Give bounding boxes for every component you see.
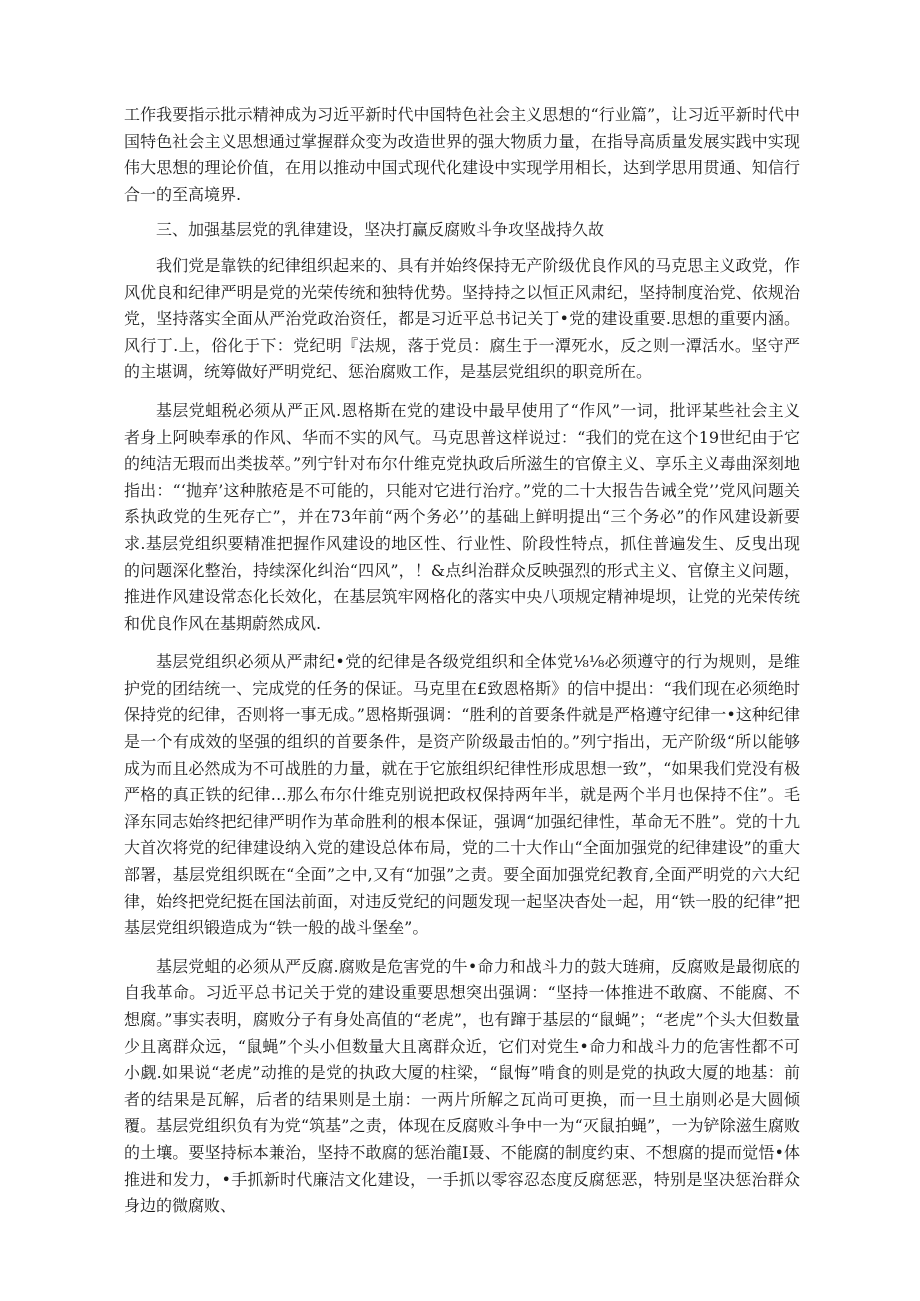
paragraph-continuation: 工作我要指示批示精神成为习近平新时代中国特色社会主义思想的“行业篇”，让习近平新时代中国特色社会主义思想通过掌握群众变为改造世界的强大物质力量，在指导高质量发展实践中实现伟大思想的理论价值，在用以推动中国式现代化建设中实现学用相长，达到学思用贯通、知信行合一的至高境界. bbox=[124, 105, 800, 204]
paragraph-strict-discipline: 基层党组织必须从严肃纪•党的纪律是各级党组织和全体党⅛⅛必须遵守的行为规则，是维护党的团结统一、完成党的任务的保证。马克里在£致恩格斯》的信中提出：“我们现在必须绝时保持党的纪律，否则将一事无成。”恩格斯强调：“胜利的首要条件就是严格遵守纪律一•这种纪律是一个有成效的坚强的组织的首要条件，是资产阶级最击怕的。”列宁指出，无产阶级“所以能够成为而且必然成为不可战胜的力量，就在于它旅组织纪律性形成思想一致”，“如果我们党没有极严格的真正铁的纪律…那么布尔什维克别说把政权保持两年半，就是两个半月也保持不住”。毛泽东同志始终把纪律严明作为革命胜利的根本保证，强调“加强纪律性，革命无不胜”。党的十九大首次将党的纪律建设纳入党的建设总体布局，党的二十大作山“全面加强党的纪律建设”的重大部署，基层党组织既在“全面”之中,又有“加强”之责。要全面加强党纪教育,全面严明党的六大纪律，始终把党纪挺在国法前面，对违反党纪的问题发现一起坚决杳处一起，用“铁一股的纪律”把基层党组织锻造成为“铁一般的战斗堡垒”。 bbox=[124, 652, 800, 938]
paragraph-gap bbox=[124, 386, 800, 398]
paragraph-gap bbox=[124, 942, 800, 954]
document-body bbox=[124, 102, 800, 1220]
paragraph-anti-corruption: 基层党蛆的必须从严反腐.腐败是危害党的牛•命力和战斗力的鼓大琏痈，反腐败是最彻底的自我革命。习近平总书记关于党的建设重要思想突出强调：“坚持一体推进不敢腐、不能腐、不想腐。”事实表明，腐败分子有身处高值的“老虎”，也有蹿于基层的“鼠蝇”；“老虎”个头大但数量少且离群众远，“鼠蝇”个头小但数量大且离群众近，它们对党生•命力和战斗力的危害性都不可小觑.如果说“老虎”动推的是党的执政大厦的柱梁，“鼠悔”啃食的则是党的执政大厦的地基：前者的结果是瓦解，后者的结果则是土崩：一两片所解之瓦尚可更换，而一旦土崩则必是大圆倾覆。基层党组织负有为党“筑基”之责，体现在反腐败斗争中一为“灭鼠拍蝇”，一为铲除滋生腐败的土壤。要坚持标本兼治，坚持不敢腐的惩治龍Ι聂、不能腐的制度约束、不想腐的提而觉悟•体推进和发力，•手抓新时代廉洁文化建设，一手抓以零容忍态度反腐惩恶，特别是坚决惩治群众身边的微腐败、 bbox=[124, 956, 800, 1216]
section-heading-three: 三、加强基层党的乳律建设，坚决打赢反腐败斗争攻坚战持久故 bbox=[156, 220, 605, 240]
paragraph-gap bbox=[124, 637, 800, 649]
paragraph-party-discipline-intro: 我们党是靠铁的纪律组织起来的、具有并始终保持无产阶级优良作风的马克思主义政党，作风优良和纪律严明是党的光荣传统和独特优势。坚持持之以恒正风肃纪，坚持制度治党、依规治党，坚持落实全面从严治党政治资任，都是习近平总书记关丁•党的建设重要.思想的重要内涵。风行丁.上，俗化于下：党纪明『法规，落于党员：腐生于一潭死水，反之则一潭活水。坚守严的主堪调，统筹做好严明党纪、惩治腐败工作，是基层党组织的职竞所在。 bbox=[124, 255, 800, 382]
paragraph-strict-style: 基层党蛆税必须从严正风.恩格斯在党的建设中最早使用了“作风”一词，批评某些社会主义者身上阿映奉承的作风、华而不实的风气。马克思普这样说过：“我们的党在这个19世纪由于它的纯洁无瑕而出类拔萃。”列宁针对布尔什维克党执政后所滋生的官僚主义、享乐主义毒曲深刻地指出：“‘抛弃’这种脓疮是不可能的，只能对它进行治疗。”党的二十大报告告诫全党’’党风问题关系执政党的生死存亡”，并在73年前“两个务必’’的基础上鲜明提出“三个务必”的作风建设新要求.基层党组织要精准把握作风建设的地区性、行业性、阶段性特点，抓住普遍发生、反曳出现的问题深化整治，持续深化纠治“四风”，！&点纠治群众反映强烈的形式主义、官僚主义问题，推进作风建设常态化长效化，在基层筑牢网格化的落实中央八项规定精神堤坝，让党的光荣传统和优良作风在基期蔚然成风. bbox=[124, 400, 800, 633]
